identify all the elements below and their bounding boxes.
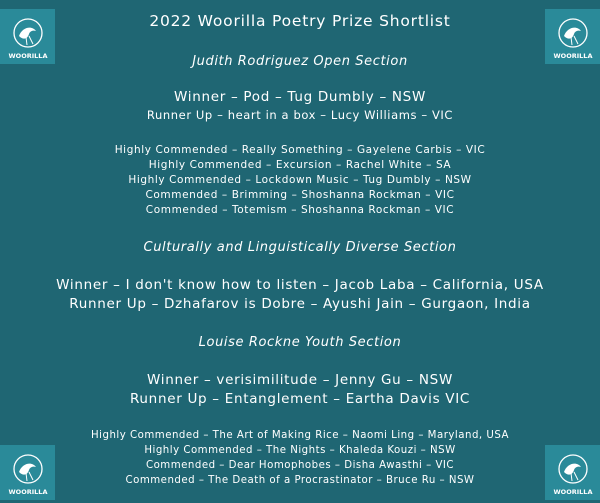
youth-commended-2: Highly Commended – The Nights – Khaleda Kouzi – NSW [144, 445, 456, 456]
svg-text:WOORILLA: WOORILLA [8, 487, 47, 496]
cald-runner-up: Runner Up – Dzhafarov is Dobre – Ayushi Jain – Gurgaon, India [69, 296, 531, 312]
youth-runner-up: Runner Up – Entanglement – Eartha Davis VIC [129, 391, 471, 407]
youth-commended-1: Highly Commended – The Art of Making Rice – Naomi Ling – Maryland, USA [90, 430, 509, 441]
youth-winner: Winner – verisimilitude – Jenny Gu – NSW [147, 372, 453, 388]
open-winner: Winner – Pod – Tug Dumbly – NSW [174, 89, 426, 105]
section-heading-youth: Louise Rockne Youth Section [198, 335, 402, 350]
section-heading-open: Judith Rodriguez Open Section [192, 54, 408, 69]
svg-text:WOORILLA: WOORILLA [8, 51, 47, 60]
page-title: 2022 Woorilla Poetry Prize Shortlist [149, 12, 451, 30]
open-commended-3: Highly Commended – Lockdown Music – Tug Dumbly – NSW [128, 174, 472, 186]
open-commended-5: Commended – Totemism – Shoshanna Rockman – VIC [145, 204, 455, 216]
svg-text:WOORILLA: WOORILLA [553, 51, 592, 60]
cald-winner: Winner – I don't know how to listen – Jacob Laba – California, USA [56, 277, 544, 293]
open-commended-4: Commended – Brimming – Shoshanna Rockman – VIC [145, 189, 455, 201]
open-runner-up: Runner Up – heart in a box – Lucy Williams – VIC [146, 108, 454, 122]
youth-commended-3: Commended – Dear Homophobes – Disha Awasthi – VIC [145, 460, 455, 471]
open-commended-1: Highly Commended – Really Something – Gayelene Carbis – VIC [114, 144, 486, 156]
open-commended-2: Highly Commended – Excursion – Rachel White – SA [148, 159, 452, 171]
svg-text:WOORILLA: WOORILLA [553, 487, 592, 496]
section-heading-cald: Culturally and Linguistically Diverse Section [143, 240, 457, 255]
youth-commended-4: Commended – The Death of a Procrastinator – Bruce Ru – NSW [125, 475, 475, 486]
